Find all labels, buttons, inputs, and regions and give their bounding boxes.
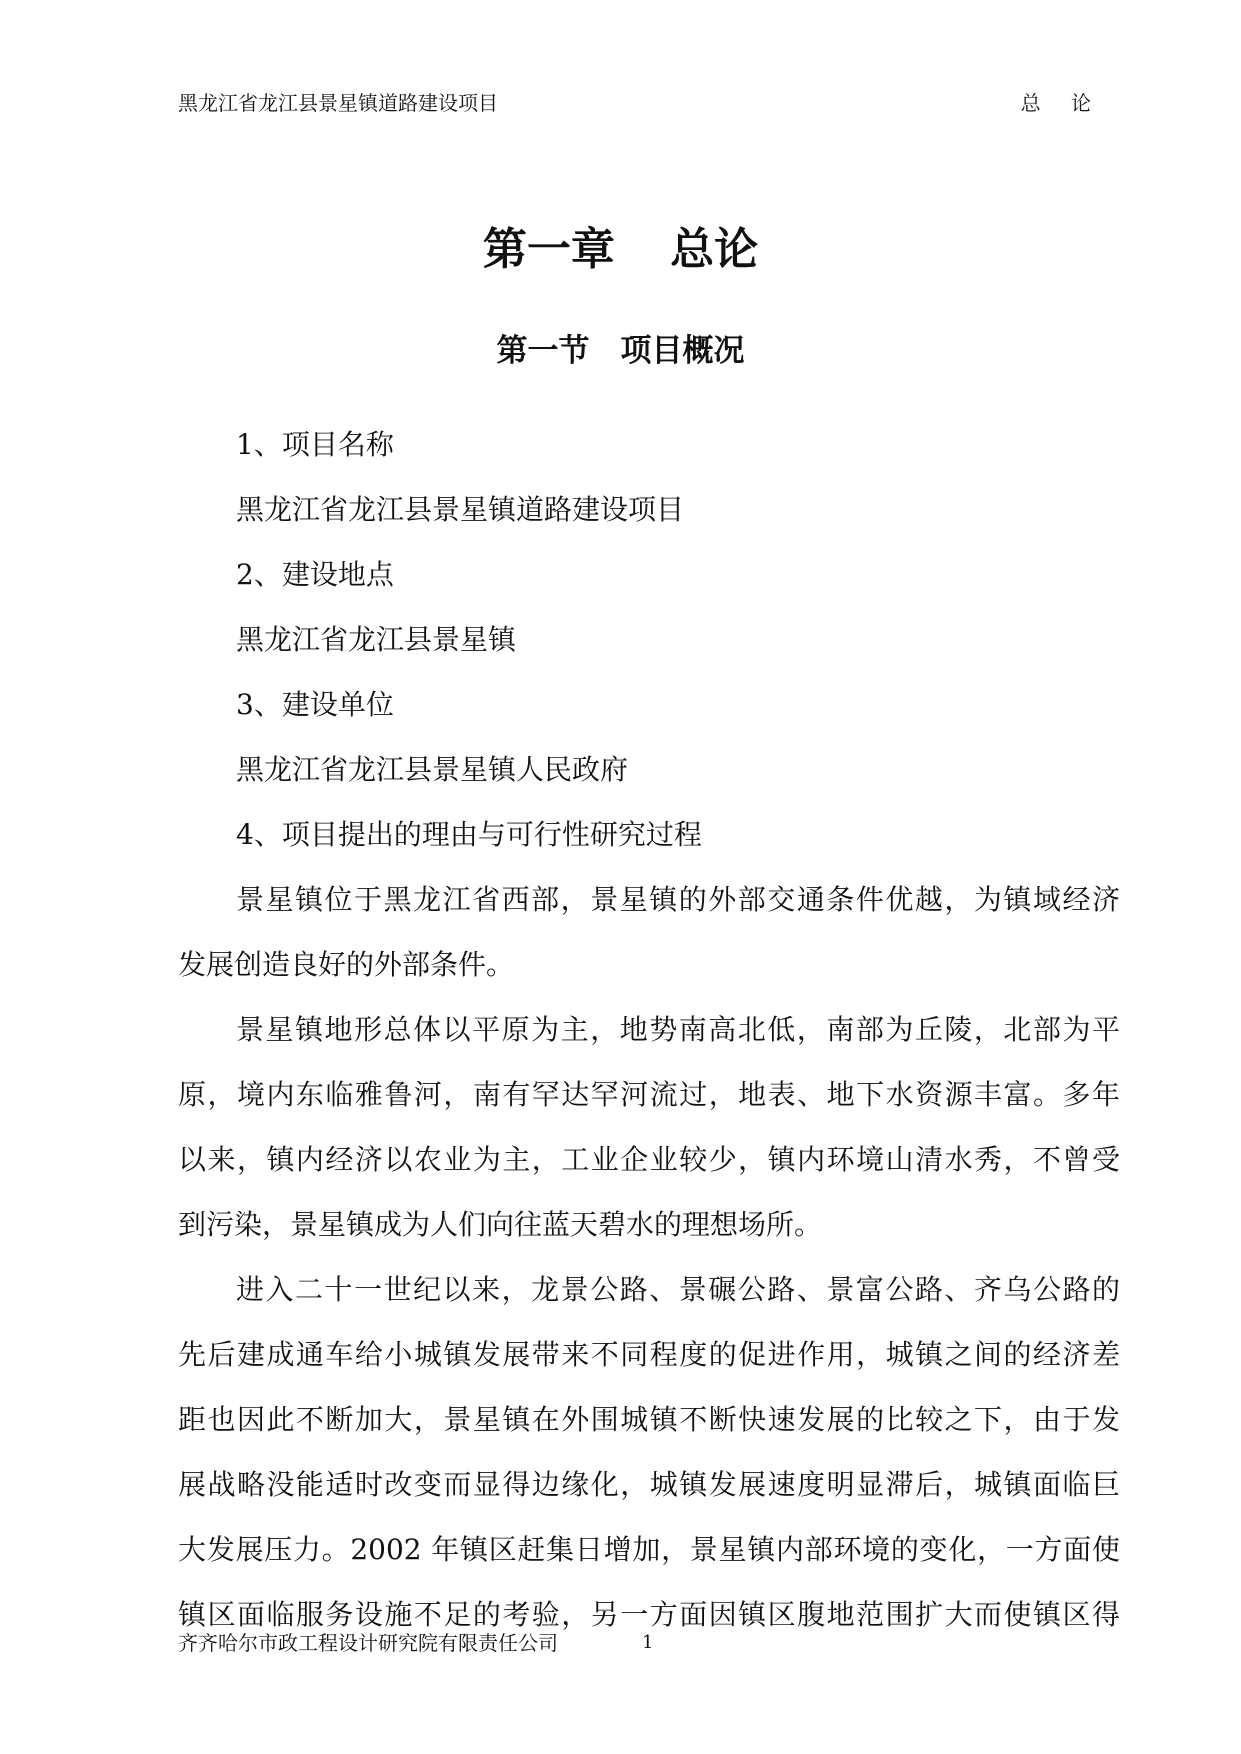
item-heading: 4、项目提出的理由与可行性研究过程: [236, 818, 702, 851]
section-title: 第一节 项目概况: [496, 333, 745, 369]
paragraph-line: 发展创造良好的外部条件。: [178, 948, 515, 981]
paragraph-line: 景星镇地形总体以平原为主，地势南高北低，南部为丘陵，北部为平: [236, 1013, 1120, 1046]
paragraph-line: 距也因此不断加大，景星镇在外围城镇不断快速发展的比较之下，由于发: [178, 1403, 1120, 1436]
header-title: 黑龙江省龙江县景星镇道路建设项目: [178, 91, 498, 115]
paragraph-line: 以来，镇内经济以农业为主，工业企业较少，镇内环境山清水秀，不曾受: [178, 1143, 1120, 1176]
page-number: 1: [642, 1632, 654, 1653]
footer-company: 齐齐哈尔市政工程设计研究院有限责任公司: [178, 1631, 558, 1655]
item-heading: 2、建设地点: [236, 558, 394, 591]
paragraph-line: 镇区面临服务设施不足的考验，另一方面因镇区腹地范围扩大而使镇区得: [178, 1598, 1120, 1631]
paragraph-line: 先后建成通车给小城镇发展带来不同程度的促进作用，城镇之间的经济差: [178, 1338, 1120, 1371]
body-text: [178, 412, 1120, 1647]
paragraph-line: 进入二十一世纪以来，龙景公路、景碾公路、景富公路、齐乌公路的: [236, 1273, 1120, 1306]
item-heading: 3、建设单位: [236, 688, 394, 721]
item-text: 黑龙江省龙江县景星镇道路建设项目: [236, 493, 685, 526]
paragraph-line: 景星镇位于黑龙江省西部，景星镇的外部交通条件优越，为镇域经济: [236, 883, 1120, 916]
paragraph-line: 到污染，景星镇成为人们向往蓝天碧水的理想场所。: [178, 1208, 823, 1241]
header-section: 总 论: [1020, 91, 1103, 115]
paragraph-line: 大发展压力。2002 年镇区赶集日增加，景星镇内部环境的变化，一方面使: [178, 1533, 1120, 1566]
paragraph-line: 展战略没能适时改变而显得边缘化，城镇发展速度明显滞后，城镇面临巨: [178, 1468, 1120, 1501]
chapter-title: 第一章 总论: [482, 224, 759, 275]
item-text: 黑龙江省龙江县景星镇人民政府: [236, 753, 629, 786]
paragraph-line: 原，境内东临雅鲁河，南有罕达罕河流过，地表、地下水资源丰富。多年: [178, 1078, 1120, 1111]
item-heading: 1、项目名称: [236, 428, 394, 461]
item-text: 黑龙江省龙江县景星镇: [236, 623, 517, 656]
